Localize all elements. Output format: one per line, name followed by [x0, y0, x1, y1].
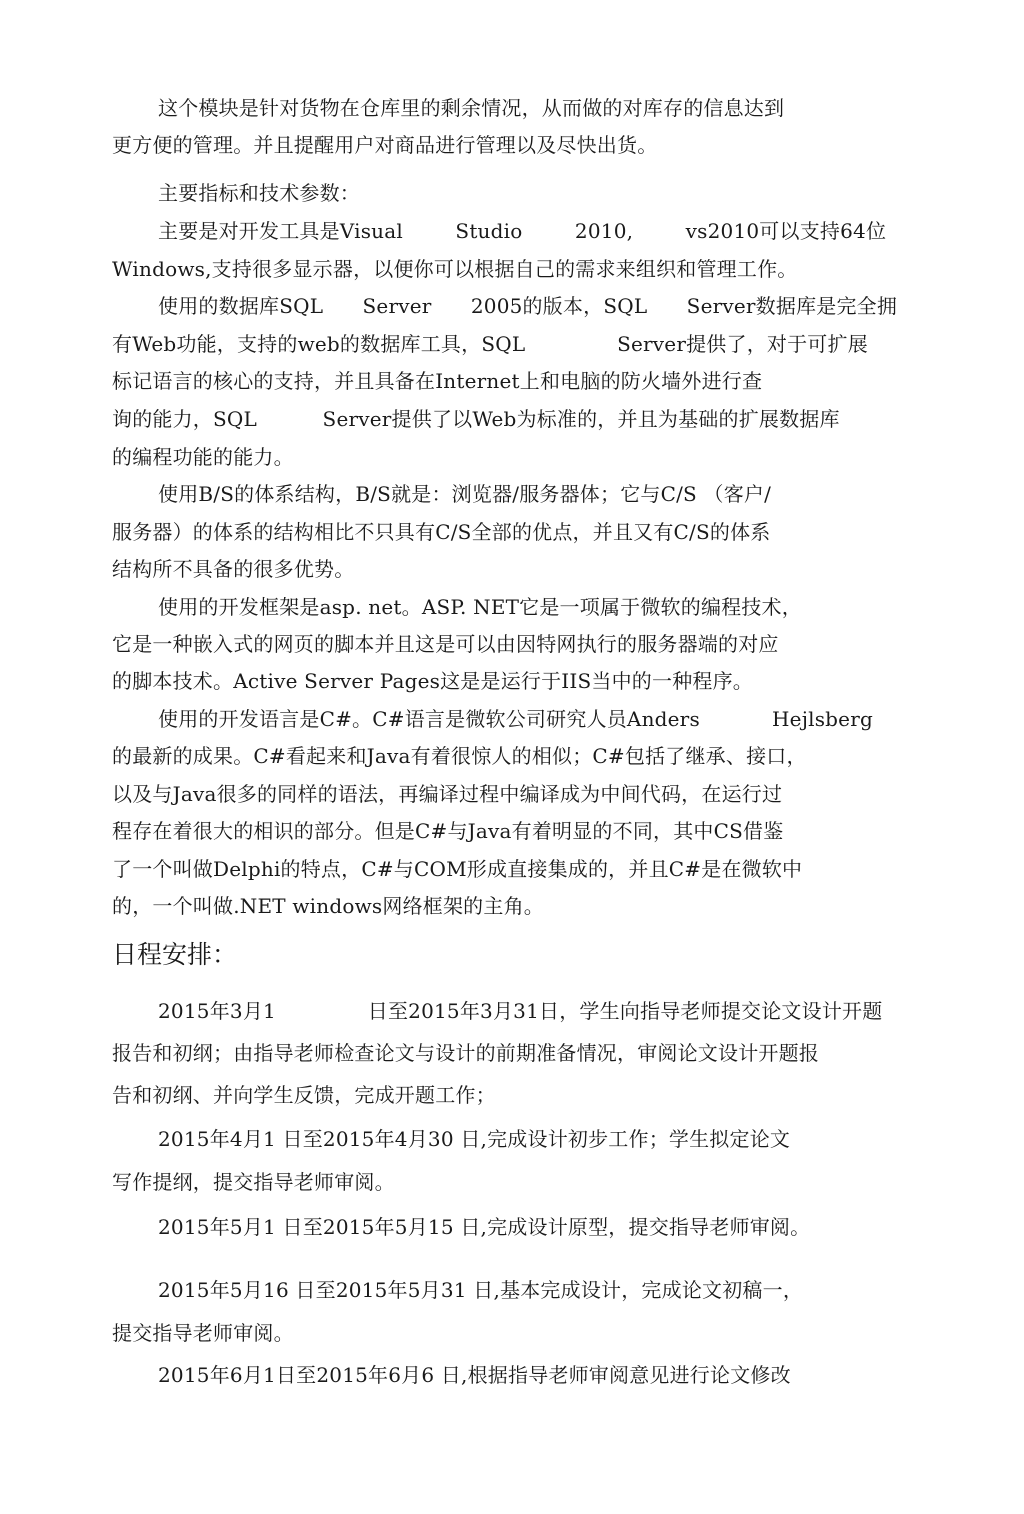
paragraph-line: 写作提纲，提交指导老师审阅。	[112, 1170, 395, 1194]
paragraph-line: 使用的开发框架是asp. net。ASP. NET它是一项属于微软的编程技术，	[158, 595, 802, 619]
paragraph-line: 使用B/S的体系结构，B/S就是：浏览器/服务器体；它与C/S （客户/	[158, 482, 772, 506]
paragraph-line: 更方便的管理。并且提醒用户对商品进行管理以及尽快出货。	[112, 133, 658, 157]
paragraph-line: 使用的数据库SQL Server 2005的版本，SQL Server数据库是完全拥	[158, 294, 898, 318]
paragraph-line: 2015年5月1 日至2015年5月15 日,完成设计原型，提交指导老师审阅。	[158, 1215, 811, 1239]
paragraph-line: 2015年4月1 日至2015年4月30 日,完成设计初步工作；学生拟定论文	[158, 1127, 791, 1151]
paragraph-line: 的最新的成果。C#看起来和Java有着很惊人的相似；C#包括了继承、接口，	[112, 744, 807, 768]
paragraph-line: 以及与Java很多的同样的语法，再编译过程中编译成为中间代码，在运行过	[112, 782, 783, 806]
paragraph-line: 询的能力，SQL Server提供了以Web为标准的，并且为基础的扩展数据库	[112, 407, 840, 431]
paragraph-line: 2015年6月1日至2015年6月6 日,根据指导老师审阅意见进行论文修改	[158, 1363, 791, 1387]
paragraph-line: 使用的开发语言是C#。C#语言是微软公司研究人员Anders Hejlsberg	[158, 707, 873, 731]
paragraph-line: 主要指标和技术参数：	[158, 181, 360, 205]
section-heading: 日程安排：	[112, 940, 238, 969]
paragraph-line: 的，一个叫做.NET windows网络框架的主角。	[112, 894, 544, 918]
paragraph-line: 程存在着很大的相识的部分。但是C#与Java有着明显的不同，其中CS借鉴	[112, 819, 784, 843]
paragraph-line: 标记语言的核心的支持，并且具备在Internet上和电脑的防火墙外进行查	[112, 369, 763, 393]
paragraph-line: 2015年3月1 日至2015年3月31日，学生向指导老师提交论文设计开题	[158, 999, 883, 1023]
paragraph-line: 主要是对开发工具是Visual Studio 2010, vs2010可以支持64位	[158, 219, 887, 243]
paragraph-line: 报告和初纲；由指导老师检查论文与设计的前期准备情况，审阅论文设计开题报	[112, 1041, 819, 1065]
paragraph-line: 提交指导老师审阅。	[112, 1321, 294, 1345]
paragraph-line: 结构所不具备的很多优势。	[112, 557, 355, 581]
paragraph-line: 的编程功能的能力。	[112, 445, 294, 469]
paragraph-line: 的脚本技术。Active Server Pages这是是运行于IIS当中的一种程序。	[112, 669, 754, 693]
paragraph-line: 服务器）的体系的结构相比不只具有C/S全部的优点，并且又有C/S的体系	[112, 520, 771, 544]
paragraph-line: Windows,支持很多显示器，以便你可以根据自己的需求来组织和管理工作。	[112, 257, 798, 281]
paragraph-line: 它是一种嵌入式的网页的脚本并且这是可以由因特网执行的服务器端的对应	[112, 632, 779, 656]
paragraph-line: 有Web功能，支持的web的数据库工具，SQL Server提供了，对于可扩展	[112, 332, 868, 356]
paragraph-line: 这个模块是针对货物在仓库里的剩余情况，从而做的对库存的信息达到	[158, 96, 785, 120]
paragraph-line: 了一个叫做Delphi的特点，C#与COM形成直接集成的，并且C#是在微软中	[112, 857, 803, 881]
paragraph-line: 告和初纲、并向学生反馈，完成开题工作；	[112, 1083, 496, 1107]
paragraph-line: 2015年5月16 日至2015年5月31 日,基本完成设计，完成论文初稿一，	[158, 1278, 804, 1302]
